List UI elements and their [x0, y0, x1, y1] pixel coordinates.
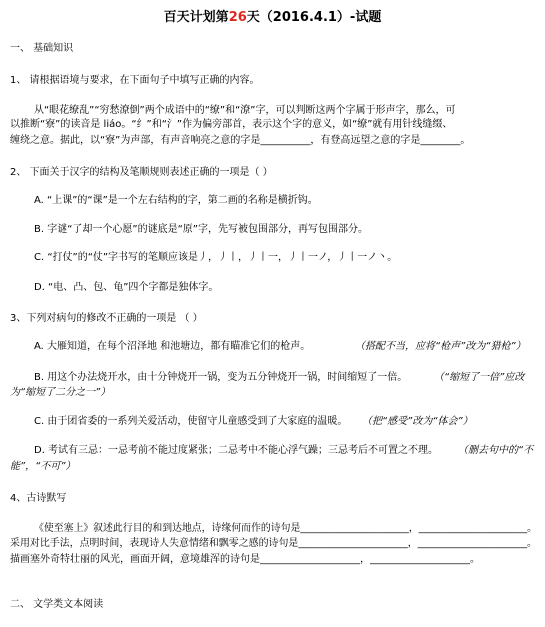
question-2-option-c: C. “打仗”的“仗”字书写的笔顺应该是丿，丿丨，丿丨一，丿丨一ノ，丿丨一ノ丶。 — [34, 252, 398, 263]
section-heading-literary-reading: 二、 文学类文本阅读 — [10, 599, 104, 610]
question-3-option-a-note: （搭配不当，应将“枪声”改为“猎枪”） — [355, 341, 526, 352]
question-4-line-1: 《使至塞上》叙述此行目的和到达地点，诗缘何而作的诗句是______________________，______________________。 — [34, 523, 538, 534]
section-heading-basics: 一、 基础知识 — [10, 43, 74, 54]
question-2-stem: 2、 下面关于汉字的结构及笔顺规则表述正确的一项是（ ） — [10, 167, 273, 178]
question-3-option-a-text: A. 大雁知道，在每个沼泽地 和池塘边，都有瞄准它们的枪声。 — [34, 341, 311, 352]
question-3-option-b-note-2: 为“缩短了二分之一”） — [10, 387, 111, 398]
question-3-option-c-note: （把“感受”改为“体会”） — [362, 416, 473, 427]
question-3-option-b-note-1: （“缩短了一倍”应改 — [434, 372, 525, 383]
title-suffix: 天（2016.4.1）-试题 — [246, 10, 382, 25]
question-3-option-d-text: D. 考试有三忌：一忌考前不能过度紧张；二忌考中不能心浮气躁；三忌考后不可置之不理。 — [34, 445, 439, 456]
question-1-stem: 1、 请根据语境与要求，在下面句子中填写正确的内容。 — [10, 75, 260, 86]
question-2-option-d: D. “电、凸、包、龟”四个字都是独体字。 — [34, 282, 219, 293]
question-3-option-d-note-1: （删去句中的“不 — [458, 445, 534, 456]
page-title — [0, 6, 545, 25]
question-4-line-3: 描画塞外奇特壮丽的风光，画面开阔，意境雄浑的诗句是____________________，____________________。 — [10, 554, 480, 565]
title-day-number: 26 — [228, 10, 247, 25]
question-3-option-b-text: B. 用这个办法烧开水，由十分钟烧开一锅，变为五分钟烧开一锅，时间缩短了一倍。 — [34, 372, 408, 383]
question-1-line-3: 缠绕之意。据此，以“寮”为声部，有声音响亮之意的字是__________，有登高远望之意的字是________。 — [10, 135, 471, 146]
question-3-stem: 3、下列对病句的修改不正确的一项是 （ ） — [10, 313, 203, 324]
question-4-stem: 4、古诗默写 — [10, 493, 67, 504]
question-2-option-b: B. 字谜“了却一个心愿”的谜底是“原”字，先写被包围部分，再写包围部分。 — [34, 224, 368, 235]
question-1-line-2: 以推断“寮”的读音是 liáo。“纟”和“氵”作为偏旁部首，表示这个字的意义，如“缭”就有用针线缝缀、 — [10, 119, 453, 130]
question-1-line-1: 从“眼花缭乱”“穷愁潦倒”两个成语中的“缭”和“潦”字，可以判断这两个字属于形声字，那么，可 — [34, 105, 456, 116]
question-3-option-d-note-2: 能”，“不可”） — [10, 461, 76, 472]
question-2-option-a: A. “上课”的“课”是一个左右结构的字，第二画的名称是横折钩。 — [34, 195, 318, 206]
question-3-option-c-text: C. 由于团省委的一系列关爱活动，使留守儿童感受到了大家庭的温暖。 — [34, 416, 348, 427]
title-prefix: 百天计划第 — [163, 10, 229, 25]
question-4-line-2: 采用对比手法，点明时间，表现诗人失意情绪和飘零之感的诗句是______________________，______________________。 — [10, 538, 537, 549]
